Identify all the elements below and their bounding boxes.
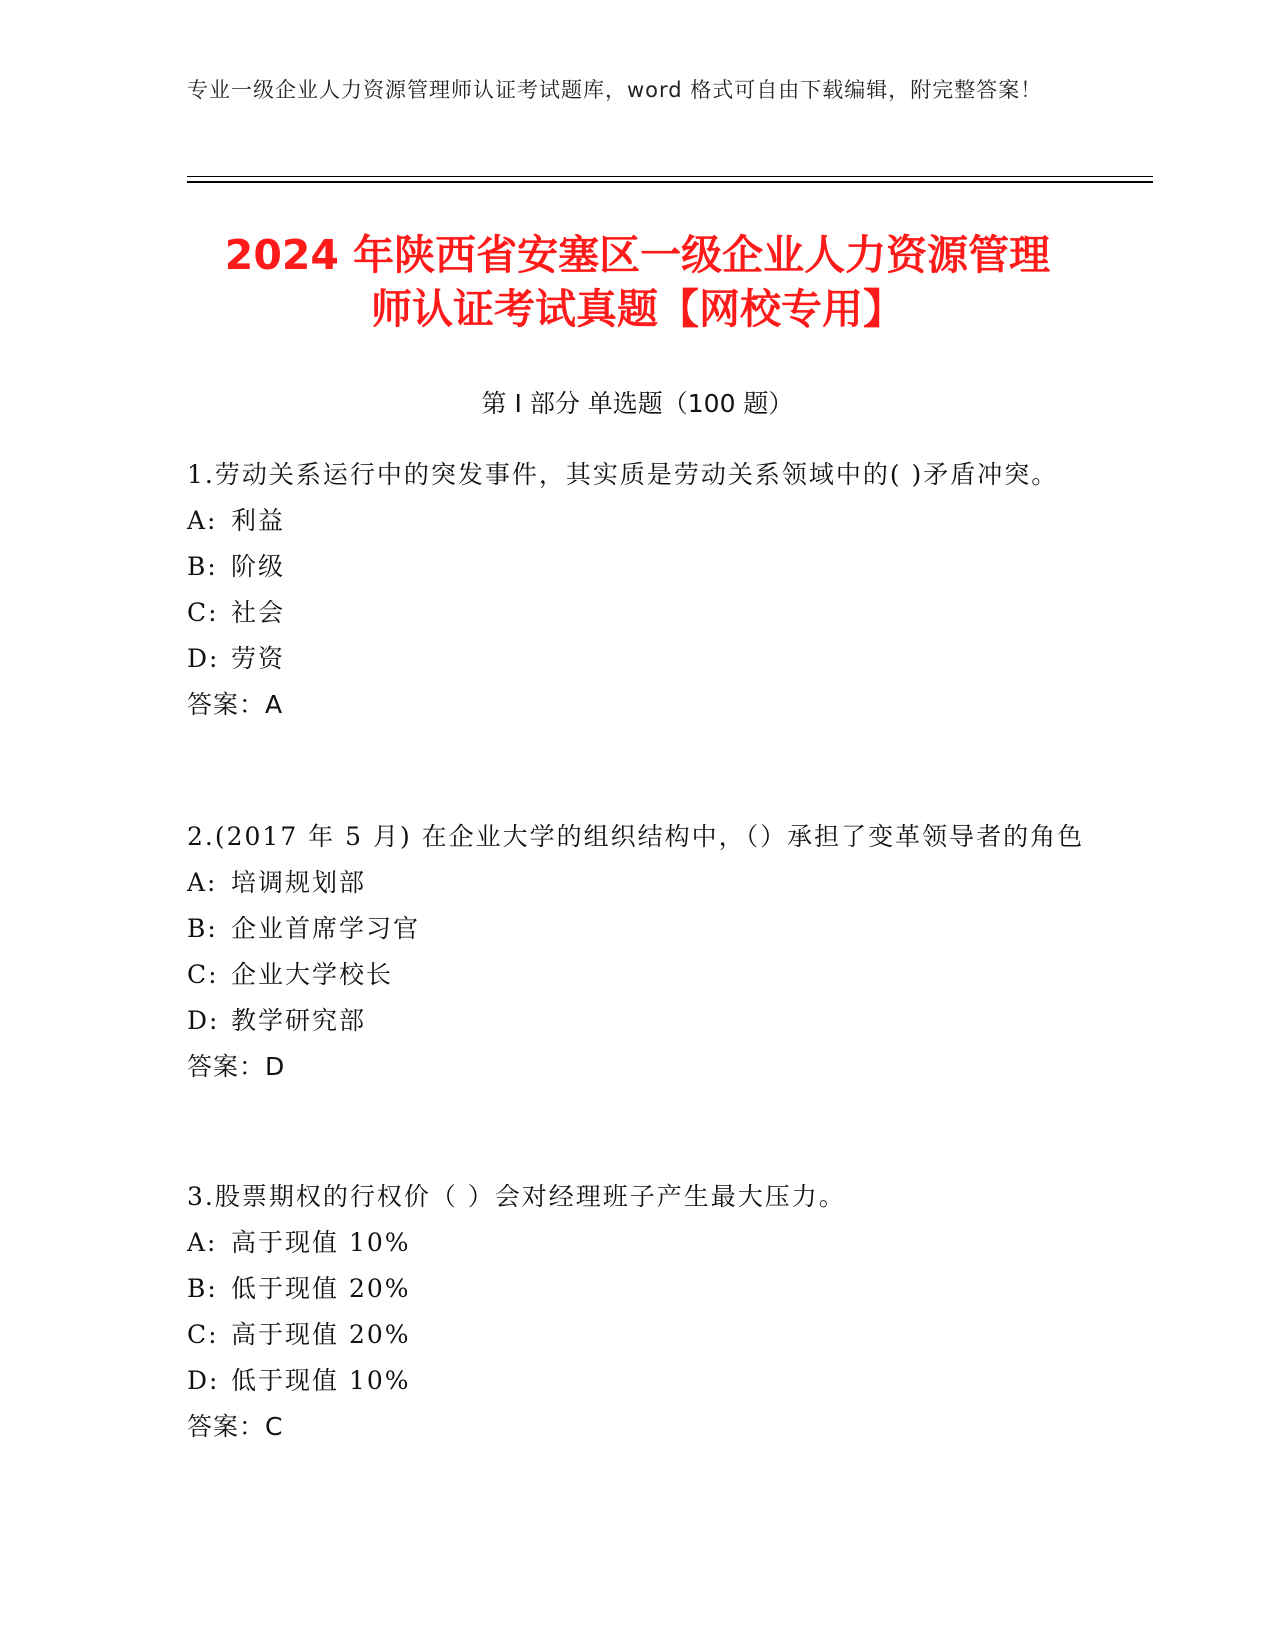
- question-stem: 2.(2017 年 5 月) 在企业大学的组织结构中，（）承担了变革领导者的角色: [187, 822, 1085, 851]
- option-text: 社会: [231, 598, 286, 627]
- question-1: [187, 452, 1087, 728]
- question-answer: 答案：A: [187, 690, 284, 719]
- option-key: C:: [187, 598, 219, 627]
- option-key: D:: [187, 1366, 220, 1395]
- question-option: [187, 998, 1087, 1044]
- question-stem: 3.股票期权的行权价（ ）会对经理班子产生最大压力。: [187, 1182, 846, 1211]
- question-option: [187, 498, 1087, 544]
- question-answer: 答案：D: [187, 1052, 286, 1081]
- question-option: [187, 860, 1087, 906]
- option-key: B:: [187, 552, 218, 581]
- header-divider-thick: [187, 181, 1153, 183]
- header-note: 专业一级企业人力资源管理师认证考试题库，word 格式可自由下载编辑，附完整答案！: [187, 78, 1043, 102]
- option-key: B:: [187, 1274, 218, 1303]
- option-text: 劳资: [231, 644, 286, 673]
- section-heading: 第 I 部分 单选题（100 题）: [481, 389, 794, 418]
- header-divider-thin: [187, 176, 1153, 177]
- option-text: 教学研究部: [231, 1006, 367, 1035]
- question-3: [187, 1174, 1087, 1450]
- question-option: [187, 1358, 1087, 1404]
- question-option: [187, 1266, 1087, 1312]
- question-option: [187, 544, 1087, 590]
- option-text: 高于现值 10%: [231, 1228, 411, 1257]
- question-option: [187, 906, 1087, 952]
- question-option: [187, 1312, 1087, 1358]
- option-text: 企业首席学习官: [231, 914, 421, 943]
- option-key: A:: [187, 506, 218, 535]
- option-text: 利益: [231, 506, 286, 535]
- option-text: 企业大学校长: [231, 960, 394, 989]
- option-text: 高于现值 20%: [231, 1320, 411, 1349]
- question-option: [187, 590, 1087, 636]
- option-key: C:: [187, 1320, 219, 1349]
- document-title-line-2: 师认证考试真题【网校专用】: [371, 285, 904, 333]
- option-text: 培调规划部: [231, 868, 367, 897]
- question-option: [187, 952, 1087, 998]
- option-key: B:: [187, 914, 218, 943]
- question-answer: 答案：C: [187, 1412, 284, 1441]
- option-key: C:: [187, 960, 219, 989]
- option-key: A:: [187, 868, 218, 897]
- option-key: D:: [187, 1006, 220, 1035]
- question-stem: 1.劳动关系运行中的突发事件，其实质是劳动关系领域中的( )矛盾冲突。: [187, 460, 1059, 489]
- document-title: [150, 228, 1125, 336]
- question-option: [187, 1220, 1087, 1266]
- option-text: 阶级: [231, 552, 286, 581]
- option-text: 低于现值 10%: [231, 1366, 411, 1395]
- question-option: [187, 636, 1087, 682]
- option-key: D:: [187, 644, 220, 673]
- question-2: [187, 814, 1087, 1090]
- option-key: A:: [187, 1228, 218, 1257]
- option-text: 低于现值 20%: [231, 1274, 411, 1303]
- document-title-line-1: 2024 年陕西省安塞区一级企业人力资源管理: [224, 231, 1051, 279]
